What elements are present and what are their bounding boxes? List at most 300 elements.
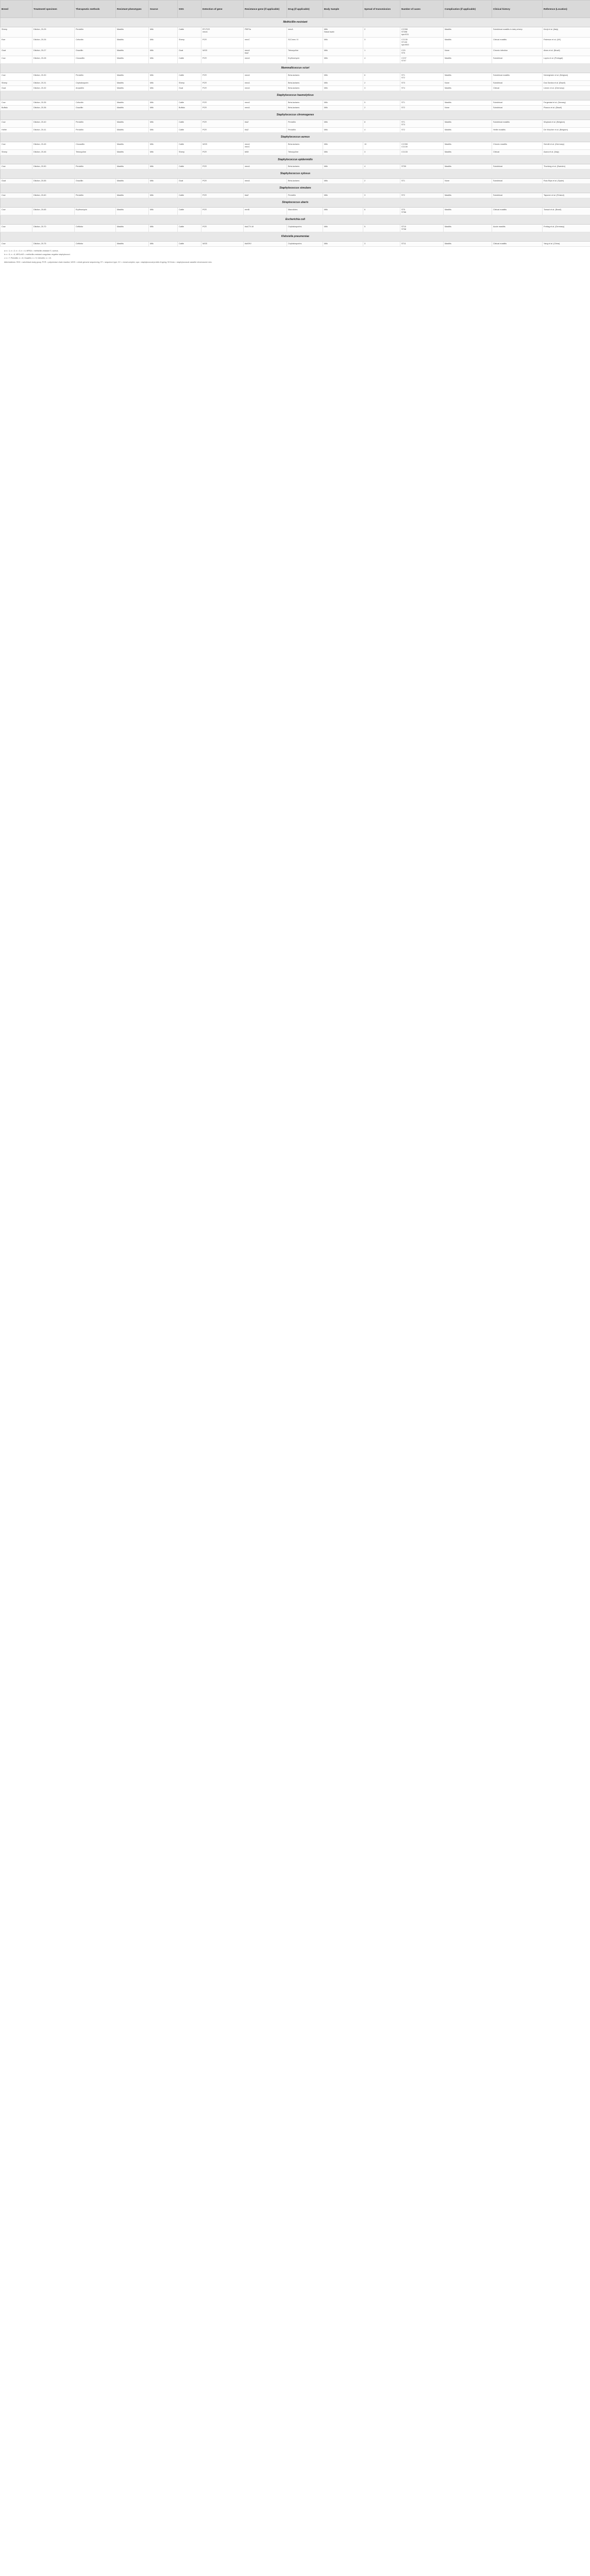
table-cell: 8 <box>363 120 400 128</box>
table-cell: Goat <box>1 86 32 91</box>
table-cell: ST4 <box>400 86 444 91</box>
section-title: Staphylococcus epidermidis <box>1 155 590 164</box>
table-cell: Cattle <box>178 100 201 106</box>
table-cell: Taponen et al. (Finland) <box>543 193 590 198</box>
table-cell: Cephalosporins <box>287 224 323 232</box>
table-cell: Lienen et al. (Germany) <box>543 86 590 91</box>
table-cell: ST1 <box>400 179 444 184</box>
table-cell: Mastitis <box>116 224 149 232</box>
column-header: Reference (Location) <box>543 1 590 18</box>
table-cell: Mastitis <box>116 120 149 128</box>
table-cell: Milk <box>323 150 363 155</box>
table-cell: Sheep <box>178 150 201 155</box>
section-title: Staphylococcus haemolyticus <box>1 91 590 100</box>
footnote: Abbreviations: SSG = subclinical study group; PCR = polymerase chain reaction; WGS = whole genome sequencing; ST = sequence type; CC = clonal complex; spa = staphylococcal protein A typing; SCCmec = staphylococcal cassette chromosome mec. <box>4 261 212 263</box>
table-cell: Dilution, 20-45 <box>32 142 75 150</box>
table-cell: Subclinical <box>492 81 543 86</box>
table-row <box>1 128 590 133</box>
table-cell: Sheep <box>1 81 32 86</box>
table-cell: Dilution, 20-50 <box>32 164 75 170</box>
table-cell: PCR <box>201 179 244 184</box>
table-cell: mecC <box>244 38 287 48</box>
table-cell: CC97 ST97 <box>400 56 444 63</box>
column-header: Spread of transmission <box>363 1 400 18</box>
table-cell: 4 <box>363 164 400 170</box>
table-cell: Ceftiofur <box>75 241 116 246</box>
table-cell: Mastitis <box>444 128 492 133</box>
table-cell: Dilution, 20-31 <box>32 81 75 86</box>
table-row <box>1 179 590 184</box>
table-cell: Cattle <box>178 207 201 215</box>
table-cell: Oxacillin <box>75 179 116 184</box>
table-cell: Cattle <box>178 128 201 133</box>
table-cell: Mastitis <box>116 241 149 246</box>
section-row <box>1 215 590 225</box>
table-cell: Subclinical <box>492 164 543 170</box>
table-cell: Mastitis <box>116 207 149 215</box>
table-cell: Penicillin <box>287 128 323 133</box>
table-cell: Tetracycline <box>75 150 116 155</box>
table-cell: Dilution, 20-41 <box>32 128 75 133</box>
table-cell: 1 <box>363 48 400 56</box>
table-cell: Fergestad et al. (Norway) <box>543 100 590 106</box>
table-cell: Cow <box>1 164 32 170</box>
table-cell: Dilution, 20-28 <box>32 56 75 63</box>
table-cell: PCR <box>201 73 244 80</box>
table-cell: Milk <box>149 193 178 198</box>
table-cell: mecA <box>244 106 287 111</box>
table-cell: Milk <box>149 164 178 170</box>
table-row <box>1 164 590 170</box>
table-cell: Mastitis <box>444 150 492 155</box>
table-cell: Mastitis <box>444 56 492 63</box>
table-cell: Freitag et al. (Germany) <box>543 224 590 232</box>
table-cell: Dilution, 20-46 <box>32 150 75 155</box>
table-cell: Milk <box>323 38 363 48</box>
table-cell: Beta-lactams <box>287 106 323 111</box>
table-cell: Mastitis <box>444 86 492 91</box>
table-cell: ST1 ST2 <box>400 73 444 80</box>
table-cell: mecA blaZ <box>244 48 287 56</box>
table-cell: Penicillin <box>75 128 116 133</box>
table-row <box>1 207 590 215</box>
table-cell: Beta-lactams <box>287 164 323 170</box>
column-header: Drug (if applicable) <box>287 1 323 18</box>
table-cell: Penicillin <box>287 120 323 128</box>
table-cell: blaZ <box>244 193 287 198</box>
table-cell: Pizauro et al. (Brazil) <box>543 106 590 111</box>
table-cell: Mastitis <box>116 100 149 106</box>
table-cell: Thorberg et al. (Sweden) <box>543 164 590 170</box>
table-cell: Penicillin <box>75 164 116 170</box>
table-cell: SCCmec XI <box>287 38 323 48</box>
table-cell: Yang et al. (China) <box>543 241 590 246</box>
table-cell: 3 <box>363 241 400 246</box>
table-cell: Heifer <box>1 128 32 133</box>
section-row <box>1 64 590 73</box>
section-title: Mammaliicoccus sciuri <box>1 64 590 73</box>
table-cell: Chronic infection <box>492 48 543 56</box>
table-cell: Acute mastitis <box>492 224 543 232</box>
table-cell: Milk <box>149 120 178 128</box>
table-cell: Clinical mastitis <box>492 38 543 48</box>
table-cell: ST5 ST86 <box>400 207 444 215</box>
table-cell: Subclinical mastitis <box>492 73 543 80</box>
table-cell: Mastitis <box>116 56 149 63</box>
table-cell: Cow <box>1 241 32 246</box>
section-row <box>1 155 590 164</box>
table-cell: Mastitis <box>116 38 149 48</box>
table-cell: Cow <box>1 56 32 63</box>
column-header: Treatment/ specimen <box>32 1 75 18</box>
table-cell: Cow <box>1 120 32 128</box>
table-cell: Milk <box>323 142 363 150</box>
table-cell: Milk <box>323 56 363 63</box>
table-cell: Penicillin <box>75 120 116 128</box>
table-cell: ST10 ST58 <box>400 224 444 232</box>
table-cell: Cattle <box>178 56 201 63</box>
table-cell: Sheep <box>178 81 201 86</box>
table-cell: Cephalosporins <box>287 241 323 246</box>
table-cell: 2 <box>363 81 400 86</box>
table-cell: Milk <box>323 224 363 232</box>
table-cell: 10 <box>363 142 400 150</box>
table-cell: Buffalo <box>178 106 201 111</box>
table-cell: Milk <box>323 120 363 128</box>
table-cell: blaZ <box>244 120 287 128</box>
table-cell: Cephalosporin <box>75 81 116 86</box>
table-cell: Mastitis <box>116 106 149 111</box>
table-cell: Dilution, 20-65 <box>32 207 75 215</box>
table-cell: PCR <box>201 86 244 91</box>
table-cell: mecA <box>244 73 287 80</box>
table-cell: Mastitis <box>444 224 492 232</box>
section-title: Staphylococcus chromogenes <box>1 111 590 120</box>
table-cell: Tetracycline <box>287 48 323 56</box>
table-cell: Ewe <box>1 38 32 48</box>
table-cell: Goat <box>178 86 201 91</box>
table-cell: Mastitis <box>116 48 149 56</box>
table-cell: 4 <box>363 56 400 63</box>
table-cell: Beta-lactams <box>287 142 323 150</box>
section-title: Klebsiella pneumoniae <box>1 232 590 242</box>
table-cell: Mastitis <box>116 193 149 198</box>
table-cell: Cefoxitin <box>75 38 116 48</box>
table-cell: De Visscher et al. (Belgium) <box>543 128 590 133</box>
section-row <box>1 133 590 142</box>
column-header: Therapeutic methods <box>75 1 116 18</box>
table-cell: Mastitis <box>116 164 149 170</box>
section-title: Methicillin-resistant <box>1 18 590 27</box>
table-cell: Dilution, 20-30 <box>32 73 75 80</box>
table-cell: PBP2a <box>244 27 287 37</box>
column-header: Resistant phenotypes <box>116 1 149 18</box>
table-header-row <box>1 1 590 18</box>
table-cell: Paterson et al. (UK) <box>543 38 590 48</box>
table-cell: ST1 <box>400 100 444 106</box>
table-cell: Cattle <box>178 142 201 150</box>
table-row <box>1 73 590 80</box>
table-body <box>1 18 590 247</box>
table-cell: Cattle <box>178 193 201 198</box>
column-header: Source <box>149 1 178 18</box>
table-cell: ST59 <box>400 164 444 170</box>
table-row <box>1 142 590 150</box>
table-cell: Milk <box>149 106 178 111</box>
table-cell: Cattle <box>178 164 201 170</box>
table-cell: CC133 <box>400 150 444 155</box>
table-cell: Beta-lactams <box>287 179 323 184</box>
table-cell: Dilution, 20-36 <box>32 106 75 111</box>
table-cell: None <box>444 48 492 56</box>
table-cell: PCR <box>201 56 244 63</box>
table-cell: Milk <box>323 106 363 111</box>
table-cell: Penicillin <box>75 73 116 80</box>
data-table <box>0 0 590 247</box>
table-cell: Cow <box>1 142 32 150</box>
column-header: Body Sample <box>323 1 363 18</box>
table-cell: Dos Santos et al. (Brazil) <box>543 81 590 86</box>
section-row <box>1 198 590 208</box>
table-cell: Milk <box>149 128 178 133</box>
table-row <box>1 48 590 56</box>
table-cell: Milk <box>149 100 178 106</box>
table-cell: Subclinical <box>492 56 543 63</box>
table-cell: Subclinical <box>492 179 543 184</box>
table-cell: CC398 CC130 <box>400 142 444 150</box>
table-cell: WGS <box>201 48 244 56</box>
table-cell: Clinical mastitis <box>492 207 543 215</box>
table-cell: blaCTX-M <box>244 224 287 232</box>
table-cell: Oxacillin <box>75 106 116 111</box>
section-row <box>1 184 590 193</box>
table-cell: Cloxacillin <box>75 56 116 63</box>
table-cell: Cow <box>1 193 32 198</box>
table-cell: Milk <box>149 81 178 86</box>
table-cell: Oxacillin <box>75 48 116 56</box>
table-cell: Clinical <box>492 150 543 155</box>
table-cell: None <box>444 106 492 111</box>
column-header: Complication (if applicable) <box>444 1 492 18</box>
table-cell: 3 <box>363 86 400 91</box>
table-cell: mecA <box>244 86 287 91</box>
table-cell: Mastitis <box>444 120 492 128</box>
table-cell: 5 <box>363 100 400 106</box>
table-row <box>1 27 590 37</box>
table-cell: Dilution, 20-70 <box>32 224 75 232</box>
table-cell: mecA mecC <box>244 142 287 150</box>
section-row <box>1 111 590 120</box>
table-cell: Penicillin <box>75 27 116 37</box>
table-cell: Ampicillin <box>75 86 116 91</box>
table-cell: ST3 <box>400 81 444 86</box>
table-cell: Mastitis <box>444 27 492 37</box>
table-cell: Tetracycline <box>287 150 323 155</box>
table-cell: 6 <box>363 73 400 80</box>
table-cell: PCR <box>201 193 244 198</box>
table-cell: Cow <box>1 224 32 232</box>
table-cell: Cloxacillin <box>75 142 116 150</box>
table-cell: Goat <box>1 48 32 56</box>
table-cell: Nemeghaire et al. (Belgium) <box>543 73 590 80</box>
table-cell: Milk <box>323 164 363 170</box>
table-cell: mecA <box>244 56 287 63</box>
table-cell: Subclinical mastitis <box>492 120 543 128</box>
table-row <box>1 241 590 246</box>
table-cell: Mastitis <box>444 193 492 198</box>
footnote: c n = 7; Penicillin; n = 8; Oxacillin; n = 9; Cefoxitin; n = 10. <box>4 257 52 260</box>
table-cell: WGS <box>201 241 244 246</box>
table-cell: Milk <box>149 241 178 246</box>
table-cell: 3 <box>363 38 400 48</box>
footnote: a n = 1; n = 2; n = 3; n = 4; MRSA = methicillin-resistant S. aureus. <box>4 250 59 252</box>
section-title: Streptococcus uberis <box>1 198 590 208</box>
table-cell: Mastitis <box>444 207 492 215</box>
page <box>0 0 590 270</box>
section-title: Staphylococcus xylosus <box>1 170 590 179</box>
table-cell: Subclinical <box>492 106 543 111</box>
table-cell: Mastitis <box>444 100 492 106</box>
table-cell: Milk <box>149 38 178 48</box>
column-header: Breed <box>1 1 32 18</box>
column-header: Resistance gene (if applicable) <box>244 1 287 18</box>
table-cell: Milk <box>323 241 363 246</box>
table-cell: Mastitis <box>116 27 149 37</box>
table-cell: Mastitis <box>116 73 149 80</box>
table-cell: Penicillin <box>287 193 323 198</box>
table-cell: Chronic mastitis <box>492 142 543 150</box>
table-cell: Milk <box>149 142 178 150</box>
table-cell: ST11 <box>400 241 444 246</box>
table-cell: Sheep <box>1 150 32 155</box>
table-cell: PCR <box>201 128 244 133</box>
footnote: b n = 5; n = 6; MRCoNS = methicillin-resistant coagulase-negative staphylococci. <box>4 253 71 256</box>
table-cell: blaSHV <box>244 241 287 246</box>
table-cell: tetM <box>244 150 287 155</box>
table-cell: mecA <box>244 164 287 170</box>
table-cell: CC398 ST398 spa t011 <box>400 27 444 37</box>
table-cell: Beta-lactams <box>287 100 323 106</box>
table-cell: Azara et al. (Italy) <box>543 150 590 155</box>
table-cell: Cattle <box>178 120 201 128</box>
table-cell: 5 <box>363 224 400 232</box>
table-cell: 6 <box>363 207 400 215</box>
table-row <box>1 38 590 48</box>
table-cell: Dilution, 20-40 <box>32 120 75 128</box>
table-cell: Milk <box>149 207 178 215</box>
table-cell: ST1 ST3 <box>400 120 444 128</box>
table-cell: Milk <box>323 73 363 80</box>
table-cell: Ceftiofur <box>75 224 116 232</box>
table-cell: Dilution, 20-55 <box>32 179 75 184</box>
section-row <box>1 232 590 242</box>
table-footnotes <box>0 247 590 264</box>
table-cell: Milk <box>323 48 363 56</box>
table-cell: None <box>444 179 492 184</box>
table-cell: Milk <box>149 56 178 63</box>
table-row <box>1 81 590 86</box>
table-cell: Milk <box>323 179 363 184</box>
table-cell: CC130 ST130 spa t843 <box>400 38 444 48</box>
table-cell: Subclinical <box>492 100 543 106</box>
table-cell: Ruiz-Ripa et al. (Spain) <box>543 179 590 184</box>
table-cell: Milk <box>323 207 363 215</box>
table-row <box>1 150 590 155</box>
table-cell: ermB <box>244 207 287 215</box>
table-cell: Goat <box>178 179 201 184</box>
table-cell: Goat <box>178 48 201 56</box>
table-row <box>1 56 590 63</box>
column-header: Clinical history <box>492 1 543 18</box>
column-header: SSG <box>178 1 201 18</box>
table-cell: 3 <box>363 150 400 155</box>
table-cell: PCR <box>201 38 244 48</box>
column-header: Number of cases <box>400 1 444 18</box>
table-cell: Cow <box>1 73 32 80</box>
table-cell: Milk <box>149 86 178 91</box>
table-cell: Mastitis <box>444 164 492 170</box>
table-cell: Milk <box>323 100 363 106</box>
table-cell: Mastitis <box>116 179 149 184</box>
table-cell: Cefoxitin <box>75 100 116 106</box>
table-cell: Milk <box>149 48 178 56</box>
table-cell: RT-PCR mecA <box>201 27 244 37</box>
table-cell: Milk <box>149 27 178 37</box>
table-cell: Alves et al. (Brazil) <box>543 48 590 56</box>
table-cell: Dilution, 20-35 <box>32 100 75 106</box>
table-cell: 2 <box>363 27 400 37</box>
table-row <box>1 100 590 106</box>
table-cell: Cattle <box>178 241 201 246</box>
table-row <box>1 86 590 91</box>
table-cell: PCR <box>201 81 244 86</box>
table-cell: CC5 ST5 <box>400 48 444 56</box>
table-cell: PCR <box>201 120 244 128</box>
table-row <box>1 224 590 232</box>
table-cell: Milk <box>323 86 363 91</box>
table-cell: Wuytack et al. (Belgium) <box>543 120 590 128</box>
table-cell: Heifer mastitis <box>492 128 543 133</box>
table-cell: Sheep <box>178 38 201 48</box>
table-cell: Milk <box>323 193 363 198</box>
table-cell: Cow <box>1 207 32 215</box>
table-cell: Mastitis <box>444 241 492 246</box>
table-cell: mecA <box>244 100 287 106</box>
table-cell: Cow <box>1 100 32 106</box>
section-title: Staphylococcus simulans <box>1 184 590 193</box>
column-header: Detection of gene <box>201 1 244 18</box>
section-title: Staphylococcus aureus <box>1 133 590 142</box>
table-cell: Dilution, 20-25 <box>32 27 75 37</box>
table-cell: Milk <box>149 179 178 184</box>
section-row <box>1 18 590 27</box>
table-cell: Mastitis <box>116 150 149 155</box>
table-cell: Tomazi et al. (Brazil) <box>543 207 590 215</box>
table-cell: Mastitis <box>116 86 149 91</box>
section-row <box>1 170 590 179</box>
table-cell: WGS <box>201 142 244 150</box>
table-cell: blaZ <box>244 128 287 133</box>
table-cell: Milk <box>149 150 178 155</box>
table-cell: Mastitis <box>444 73 492 80</box>
table-cell: 2 <box>363 179 400 184</box>
table-cell: PCR <box>201 150 244 155</box>
table-cell: Kenji et al. (Italy) <box>543 27 590 37</box>
table-cell: Mastitis <box>444 38 492 48</box>
table-cell: ST2 <box>400 106 444 111</box>
table-cell: ST2 <box>400 193 444 198</box>
table-cell: Buffalo <box>1 106 32 111</box>
